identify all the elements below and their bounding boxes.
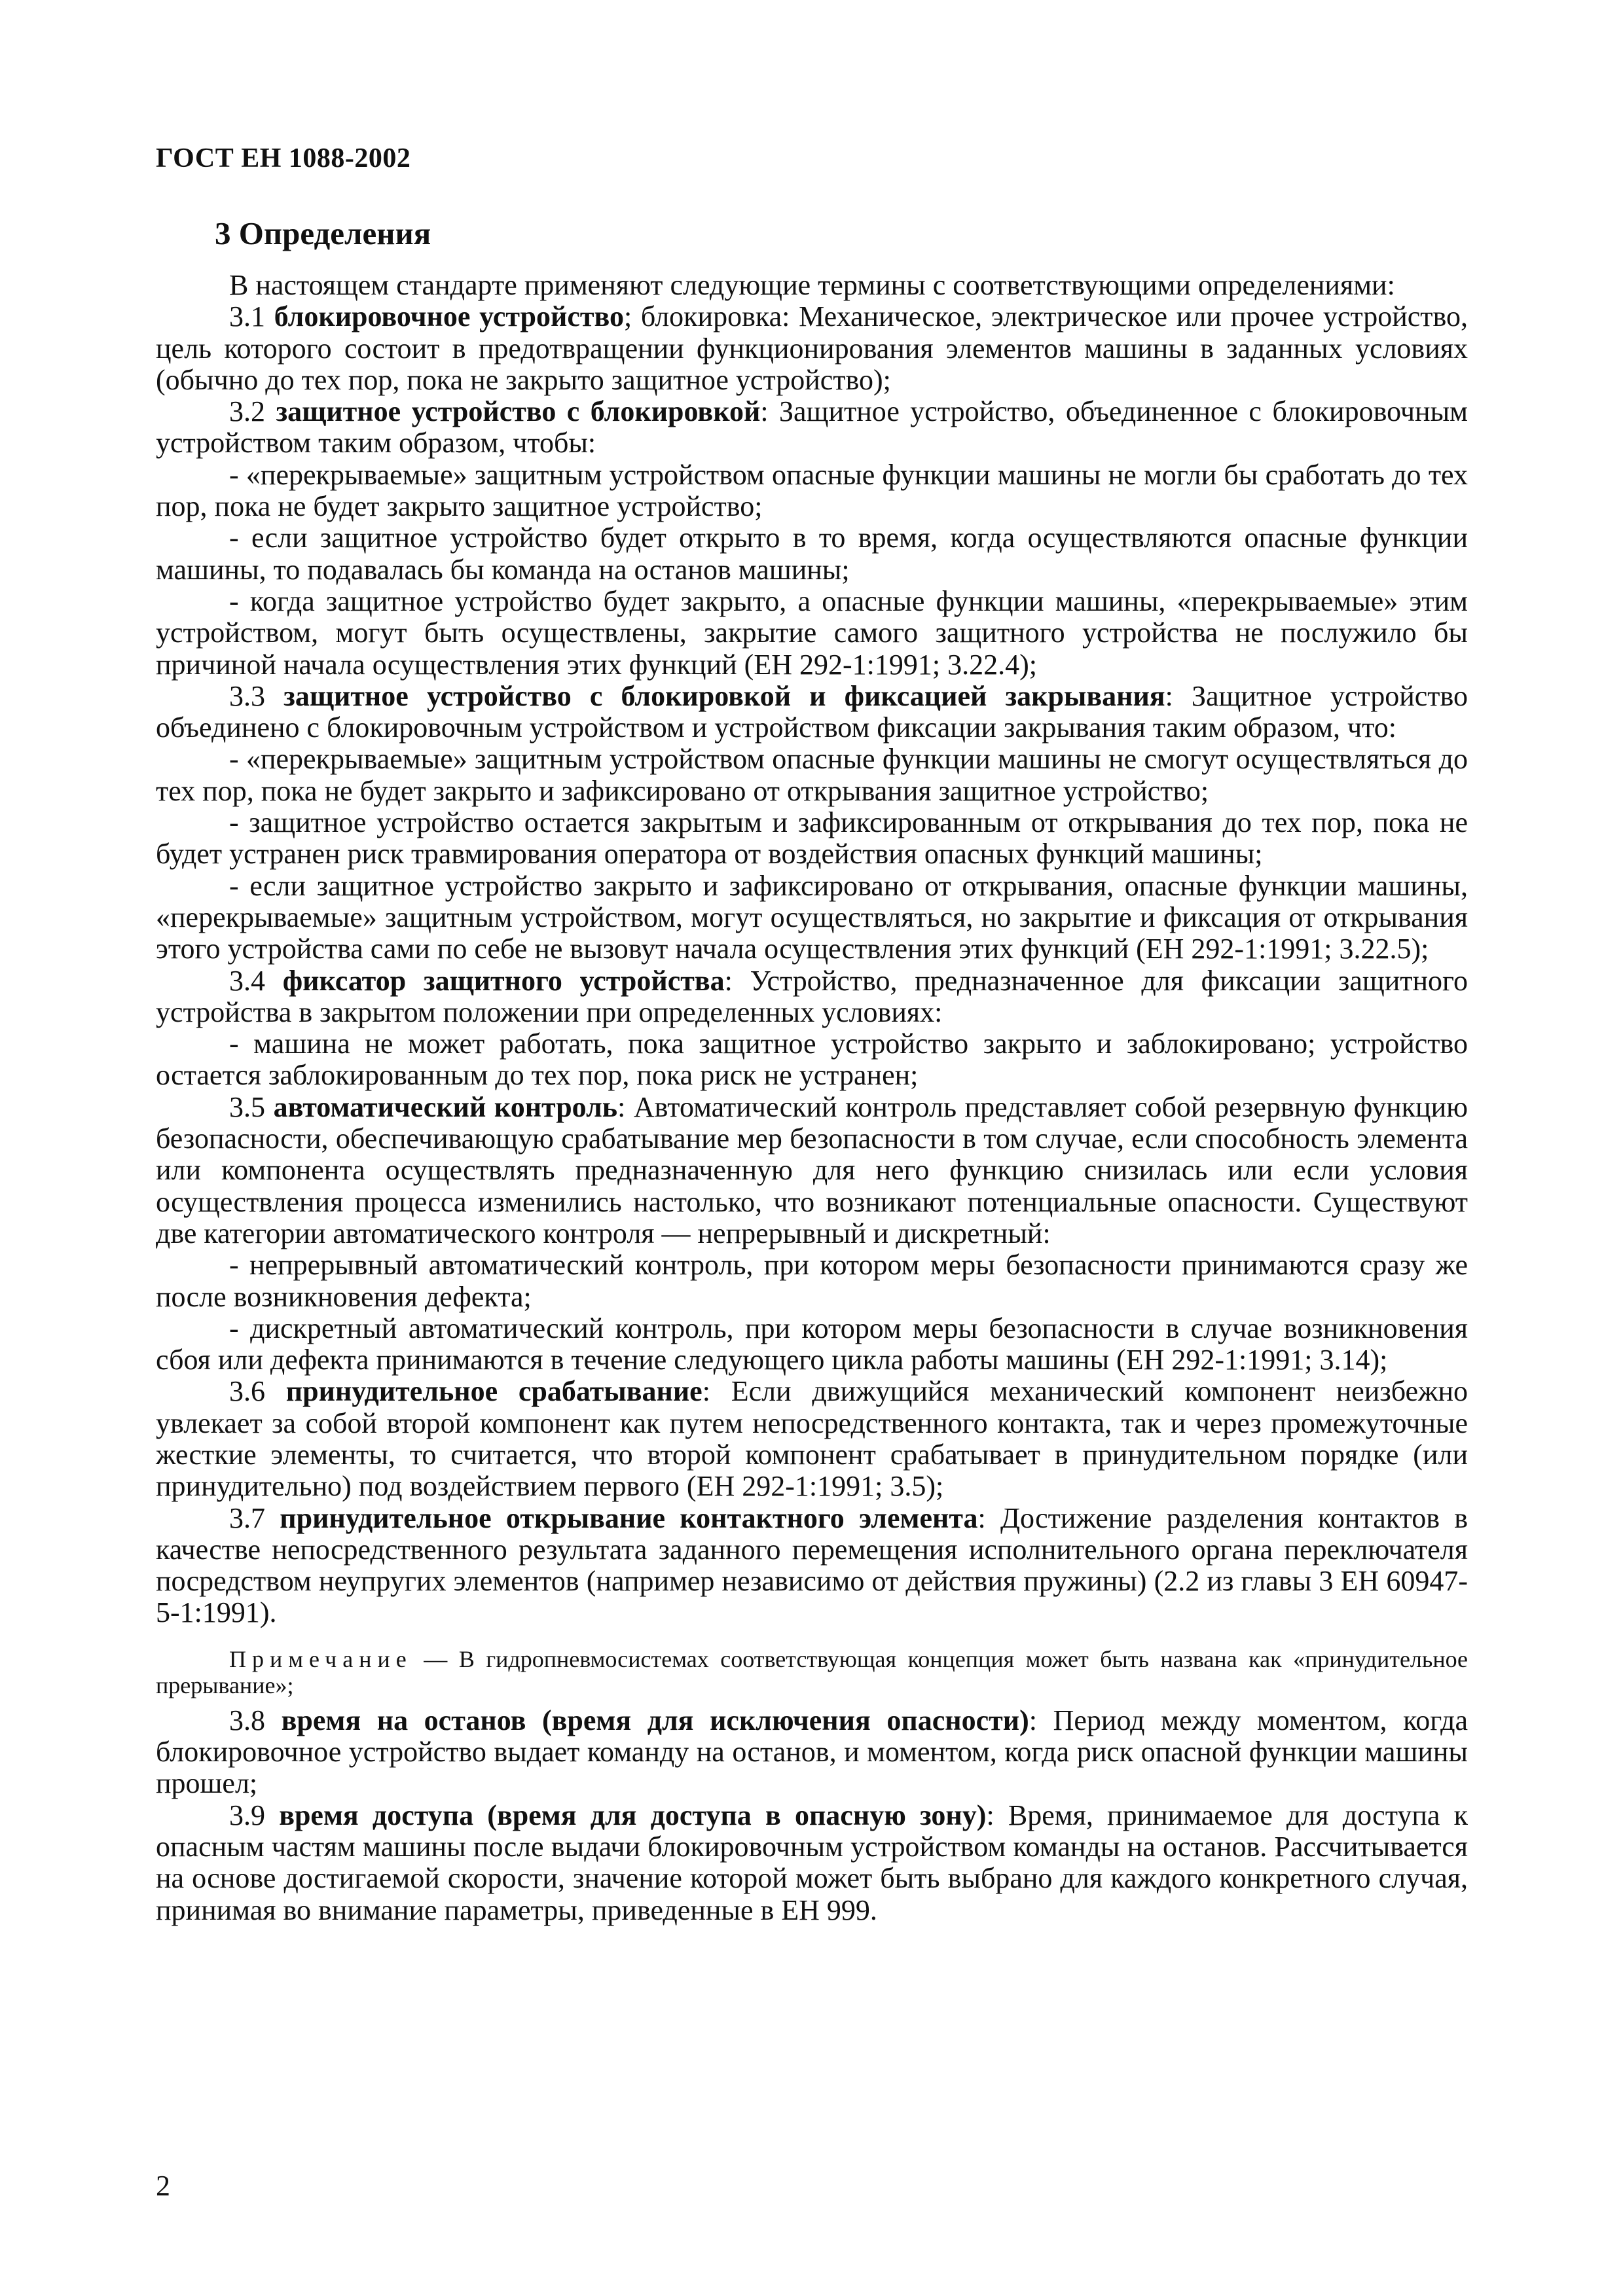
definition-number: 3.4 xyxy=(229,964,283,997)
definition-number: 3.1 xyxy=(229,300,274,333)
definition-3-4 xyxy=(156,965,1468,1029)
definition-term: защитное устройство с блокировкой xyxy=(276,395,761,428)
definition-term: время доступа (время для доступа в опасную зону) xyxy=(279,1799,987,1831)
list-item: - машина не может работать, пока защитное устройство закрыто и заблокировано; устройство остается заблокированным до тех пор, пока риск не устранен; xyxy=(156,1028,1468,1092)
section-title: 3 Определения xyxy=(215,215,431,251)
definition-text: ; блокировка: Механическое, электрическое или прочее устройство, цель которого состоит в предотвращении функционирования элементов машины в заданных условиях (обычно до тех пор, пока не закрыто защитное устройство); xyxy=(156,300,1468,396)
definition-3-5 xyxy=(156,1092,1468,1249)
definition-number: 3.8 xyxy=(229,1704,282,1736)
definition-3-2 xyxy=(156,396,1468,459)
list-item: - «перекрываемые» защитным устройством опасные функции машины не смогут осуществляться до тех пор, пока не будет закрыто и зафиксировано от открывания защитное устройство; xyxy=(156,743,1468,807)
definition-3-9 xyxy=(156,1800,1468,1926)
definition-text: : Время, принимаемое для доступа к опасным частям машины после выдачи блокировочным устройством команды на останов. Рассчитывается на основе достигаемой скорости, значение которой может быть выбрано для каждого конкретного случая, принимая во внимание параметры, приведенные в ЕН 999. xyxy=(156,1799,1468,1926)
definition-number: 3.2 xyxy=(229,395,276,428)
definition-text: : Устройство, предназначенное для фиксации защитного устройства в закрытом положении при определенных условиях: xyxy=(156,964,1468,1028)
definition-3-3 xyxy=(156,681,1468,744)
note-label: Примечание xyxy=(229,1645,412,1672)
definition-text: : Автоматический контроль представляет собой резервную функцию безопасности, обеспечивающую срабатывание мер безопасности в том случае, если способность элемента или компонента осуществлять предназначенную для него функцию снизилась или если условия осуществления процесса изменились настолько, что возникают потенциальные опасности. Существуют две категории автоматического контроля — непрерывный и дискретный: xyxy=(156,1090,1468,1249)
definition-text: : Достижение разделения контактов в качестве непосредственного результата заданного перемещения исполнительного органа переключателя посредством неупругих элементов (например независимо от действия пружины) (2.2 из главы 3 ЕН 60947-5-1:1991). xyxy=(156,1501,1468,1629)
definition-text: : Защитное устройство объединено с блокировочным устройством и устройством фиксации закрывания таким образом, что: xyxy=(156,679,1468,744)
definition-term: автоматический контроль xyxy=(273,1090,618,1123)
note-paragraph xyxy=(156,1646,1468,1698)
definition-text: : Защитное устройство, объединенное с блокировочным устройством таким образом, чтобы: xyxy=(156,395,1468,459)
definition-term: время на останов (время для исключения опасности) xyxy=(281,1704,1029,1736)
definition-3-8 xyxy=(156,1705,1468,1800)
intro-paragraph: В настоящем стандарте применяют следующие термины с соответствующими определениями: xyxy=(229,269,1395,301)
definition-3-7 xyxy=(156,1503,1468,1629)
note-text: — В гидропневмосистемах соответствующая концепция может быть названа как «принудительное прерывание»; xyxy=(156,1645,1468,1698)
definition-number: 3.9 xyxy=(229,1799,280,1831)
definition-text: : Если движущийся механический компонент неизбежно увлекает за собой второй компонент как путем непосредственного контакта, так и через промежуточные жесткие элементы, то считается, что второй компонент срабатывает в принудительном порядке (или принудительно) под воздействием первого (ЕН 292-1:1991; 3.5); xyxy=(156,1375,1468,1503)
definition-term: защитное устройство с блокировкой и фиксацией закрывания xyxy=(283,679,1165,712)
definition-number: 3.3 xyxy=(229,679,284,712)
definition-term: фиксатор защитного устройства xyxy=(282,964,725,997)
definition-term: принудительное открывание контактного элемента xyxy=(280,1501,978,1534)
definition-number: 3.6 xyxy=(229,1375,286,1408)
definition-text: : Период между моментом, когда блокировочное устройство выдает команду на останов, и моментом, когда риск опасной функции машины прошел; xyxy=(156,1704,1468,1800)
standard-header: ГОСТ ЕН 1088-2002 xyxy=(156,143,411,173)
definitions-body xyxy=(156,270,1468,1926)
list-item: - непрерывный автоматический контроль, при котором меры безопасности принимаются сразу же после возникновения дефекта; xyxy=(156,1249,1468,1313)
page-number: 2 xyxy=(156,2170,170,2202)
list-item: - дискретный автоматический контроль, при котором меры безопасности в случае возникновения сбоя или дефекта принимаются в течение следующего цикла работы машины (ЕН 292-1:1991; 3.14); xyxy=(156,1312,1468,1376)
definition-term: блокировочное устройство xyxy=(274,300,624,333)
definition-3-6 xyxy=(156,1376,1468,1502)
definition-number: 3.5 xyxy=(229,1090,274,1123)
definition-3-1 xyxy=(156,301,1468,396)
list-item: - если защитное устройство закрыто и зафиксировано от открывания, опасные функции машины, «перекрываемые» защитным устройством, могут осуществляться, но закрытие и фиксация от открывания этого устройства сами по себе не вызовут начала осуществления этих функций (ЕН 292-1:1991; 3.22.5); xyxy=(156,869,1468,965)
list-item: - если защитное устройство будет открыто в то время, когда осуществляются опасные функции машины, то подавалась бы команда на останов машины; xyxy=(156,522,1468,586)
definition-term: принудительное срабатывание xyxy=(285,1375,702,1408)
list-item: - «перекрываемые» защитным устройством опасные функции машины не могли бы сработать до тех пор, пока не будет закрыто защитное устройство; xyxy=(156,458,1468,523)
list-item: - защитное устройство остается закрытым и зафиксированным от открывания до тех пор, пока не будет устранен риск травмирования оператора от воздействия опасных функций машины; xyxy=(156,806,1468,870)
list-item: - когда защитное устройство будет закрыто, а опасные функции машины, «перекрываемые» этим устройством, могут быть осуществлены, закрытие самого защитного устройства не послужило бы причиной начала осуществления этих функций (ЕН 292-1:1991; 3.22.4); xyxy=(156,584,1468,681)
definition-number: 3.7 xyxy=(229,1501,280,1534)
